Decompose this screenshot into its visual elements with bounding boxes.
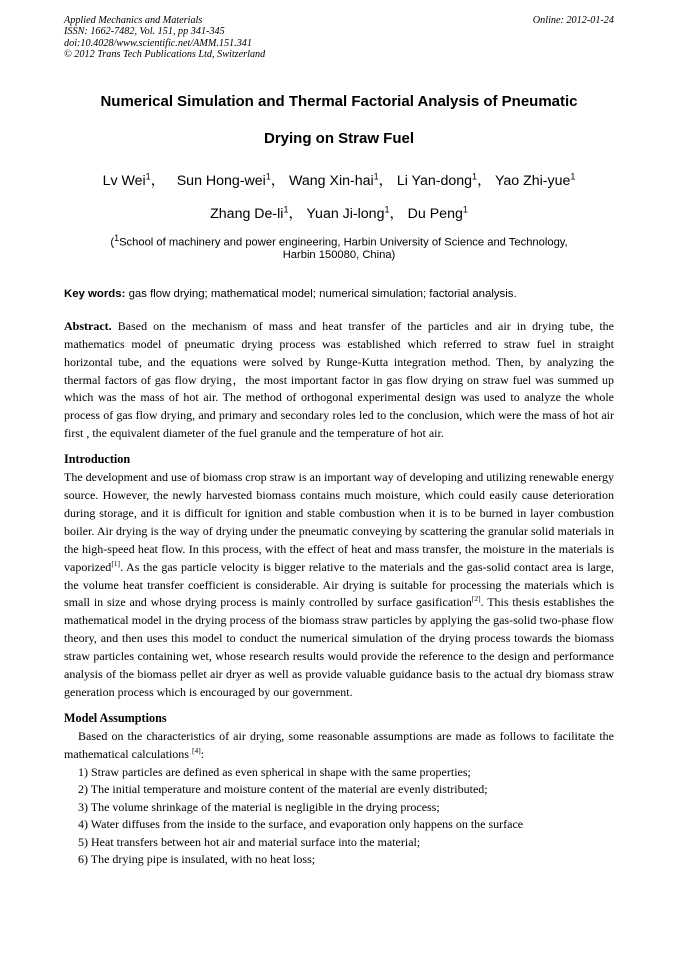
author: Yuan Ji-long$^1$， [306, 204, 404, 223]
affiliation-line-2: Harbin 150080, China) [282, 248, 396, 261]
section-heading-model-assumptions: Model Assumptions [64, 710, 167, 725]
author: Du Peng$^1$ [407, 204, 468, 223]
copyright-line: © 2012 Trans Tech Publications Ltd, Switzerland [64, 49, 266, 61]
doi-line[interactable]: doi:10.4028/www.scientific.net/AMM.151.341 [64, 37, 252, 49]
list-item: 1) Straw particles are defined as even spherical in shape with the same properties; [78, 764, 471, 779]
journal-header [64, 15, 614, 61]
affiliation [64, 232, 614, 261]
keywords [64, 287, 614, 301]
title-line-2: Drying on Straw Fuel [263, 129, 414, 147]
citation[interactable]: [4] [191, 745, 201, 755]
journal-name: Applied Mechanics and Materials [64, 15, 203, 26]
list-item: 6) The drying pipe is insulated, with no heat loss; [78, 852, 316, 867]
author-list [64, 163, 614, 228]
list-item: 2) The initial temperature and moisture content of the material are evenly distributed; [78, 782, 488, 797]
abstract-label: Abstract. [64, 318, 112, 333]
author-line-1 [64, 163, 614, 196]
title-line-1: Numerical Simulation and Thermal Factorial Analysis of Pneumatic [100, 92, 578, 110]
section-heading-introduction: Introduction [64, 452, 131, 467]
paper-title [64, 83, 614, 157]
model-intro-paragraph: Based on the characteristics of air drying, some reasonable assumptions are made as follows to facilitate the mathematical calculations [4]: [64, 728, 614, 761]
keywords-label: Key words: [64, 287, 126, 300]
assumption-list [64, 764, 614, 869]
affiliation-line-1: ($^1$School of machinery and power engineering, Harbin University of Science and Technology, [110, 233, 568, 249]
introduction-paragraph: The development and use of biomass crop straw is an important way of developing and utilizing renewable energy source. However, the newly harvested biomass contains much moisture, which could easily cause deterioration during storage, and it is difficult for ignition and stable combustion when it is to be burned in layer combustion boiler. Air drying is the way of drying under the pneumatic conveying by scattering the granular solid materials in the high-speed heat flow. In this process, with the effect of heat and mass transfer, the moisture in the materials is vaporized[1]. As the gas particle velocity is bigger relative to the materials and the gas-solid contact area is large, the volume heat transfer coefficient is considerable. Air drying is suitable for processing the materials which is small in size and whose drying process is mainly controlled by surface gasification[2]. This thesis establishes the mathematical model in the drying process of the biomass straw particles by applying the gas-solid two-phase flow theory, and then uses this model to conduct the numerical simulation of the drying process towards the biomass straw particles containing wet, whose research results would provide the reference to the design and performance analysis of the biomass pellet air dryer as well as provide valuable guidance basis to the actual dry biomass straw generation process which is encouraged by our government. [64, 470, 614, 699]
author: Sun Hong-wei$^1$， [176, 171, 286, 190]
issn-line: ISSN: 1662-7482, Vol. 151, pp 341-345 [64, 26, 225, 38]
author: Li Yan-dong$^1$， [396, 171, 492, 190]
online-date: Online: 2012-01-24 [532, 15, 614, 26]
citation[interactable]: [1] [111, 558, 121, 568]
citation[interactable]: [2] [471, 594, 481, 604]
author: Lv Wei$^1$， [102, 171, 165, 190]
abstract-text: Based on the mechanism of mass and heat transfer of the particles and air in drying tube, the mathematics model of pneumatic drying process was established which referred to straw fuel in straight horizontal tube, and the equations were solved by Runge-Kutta integration method. Then, by analyzing the thermal factors of gas flow drying，the most important factor in gas flow drying on straw fuel was summed up which was the mass of hot air. The method of orthogonal experimental design was used to analyze the whole process of gas flow drying, and primary and secondary roles led to the conclusion, which were the mass of hot air first , the equivalent diameter of the fuel granule and the temperature of hot air. [64, 318, 614, 441]
list-item: 5) Heat transfers between hot air and material surface into the material; [78, 834, 421, 849]
author: Zhang $De-li^1$， [210, 204, 303, 223]
list-item: 3) The volume shrinkage of the material is negligible in the drying process; [78, 799, 440, 814]
author-line-2 [64, 195, 614, 228]
list-item: 4) Water diffuses from the inside to the surface, and evaporation only happens on the surface [78, 817, 524, 832]
paper-page [64, 15, 614, 869]
author: Yao Zhi-yue$^1$ [494, 171, 576, 190]
author: Wang Xin-hai$^1$， [289, 171, 393, 190]
abstract [64, 318, 614, 443]
keywords-text: gas flow drying; mathematical model; numerical simulation; factorial analysis. [125, 287, 517, 300]
